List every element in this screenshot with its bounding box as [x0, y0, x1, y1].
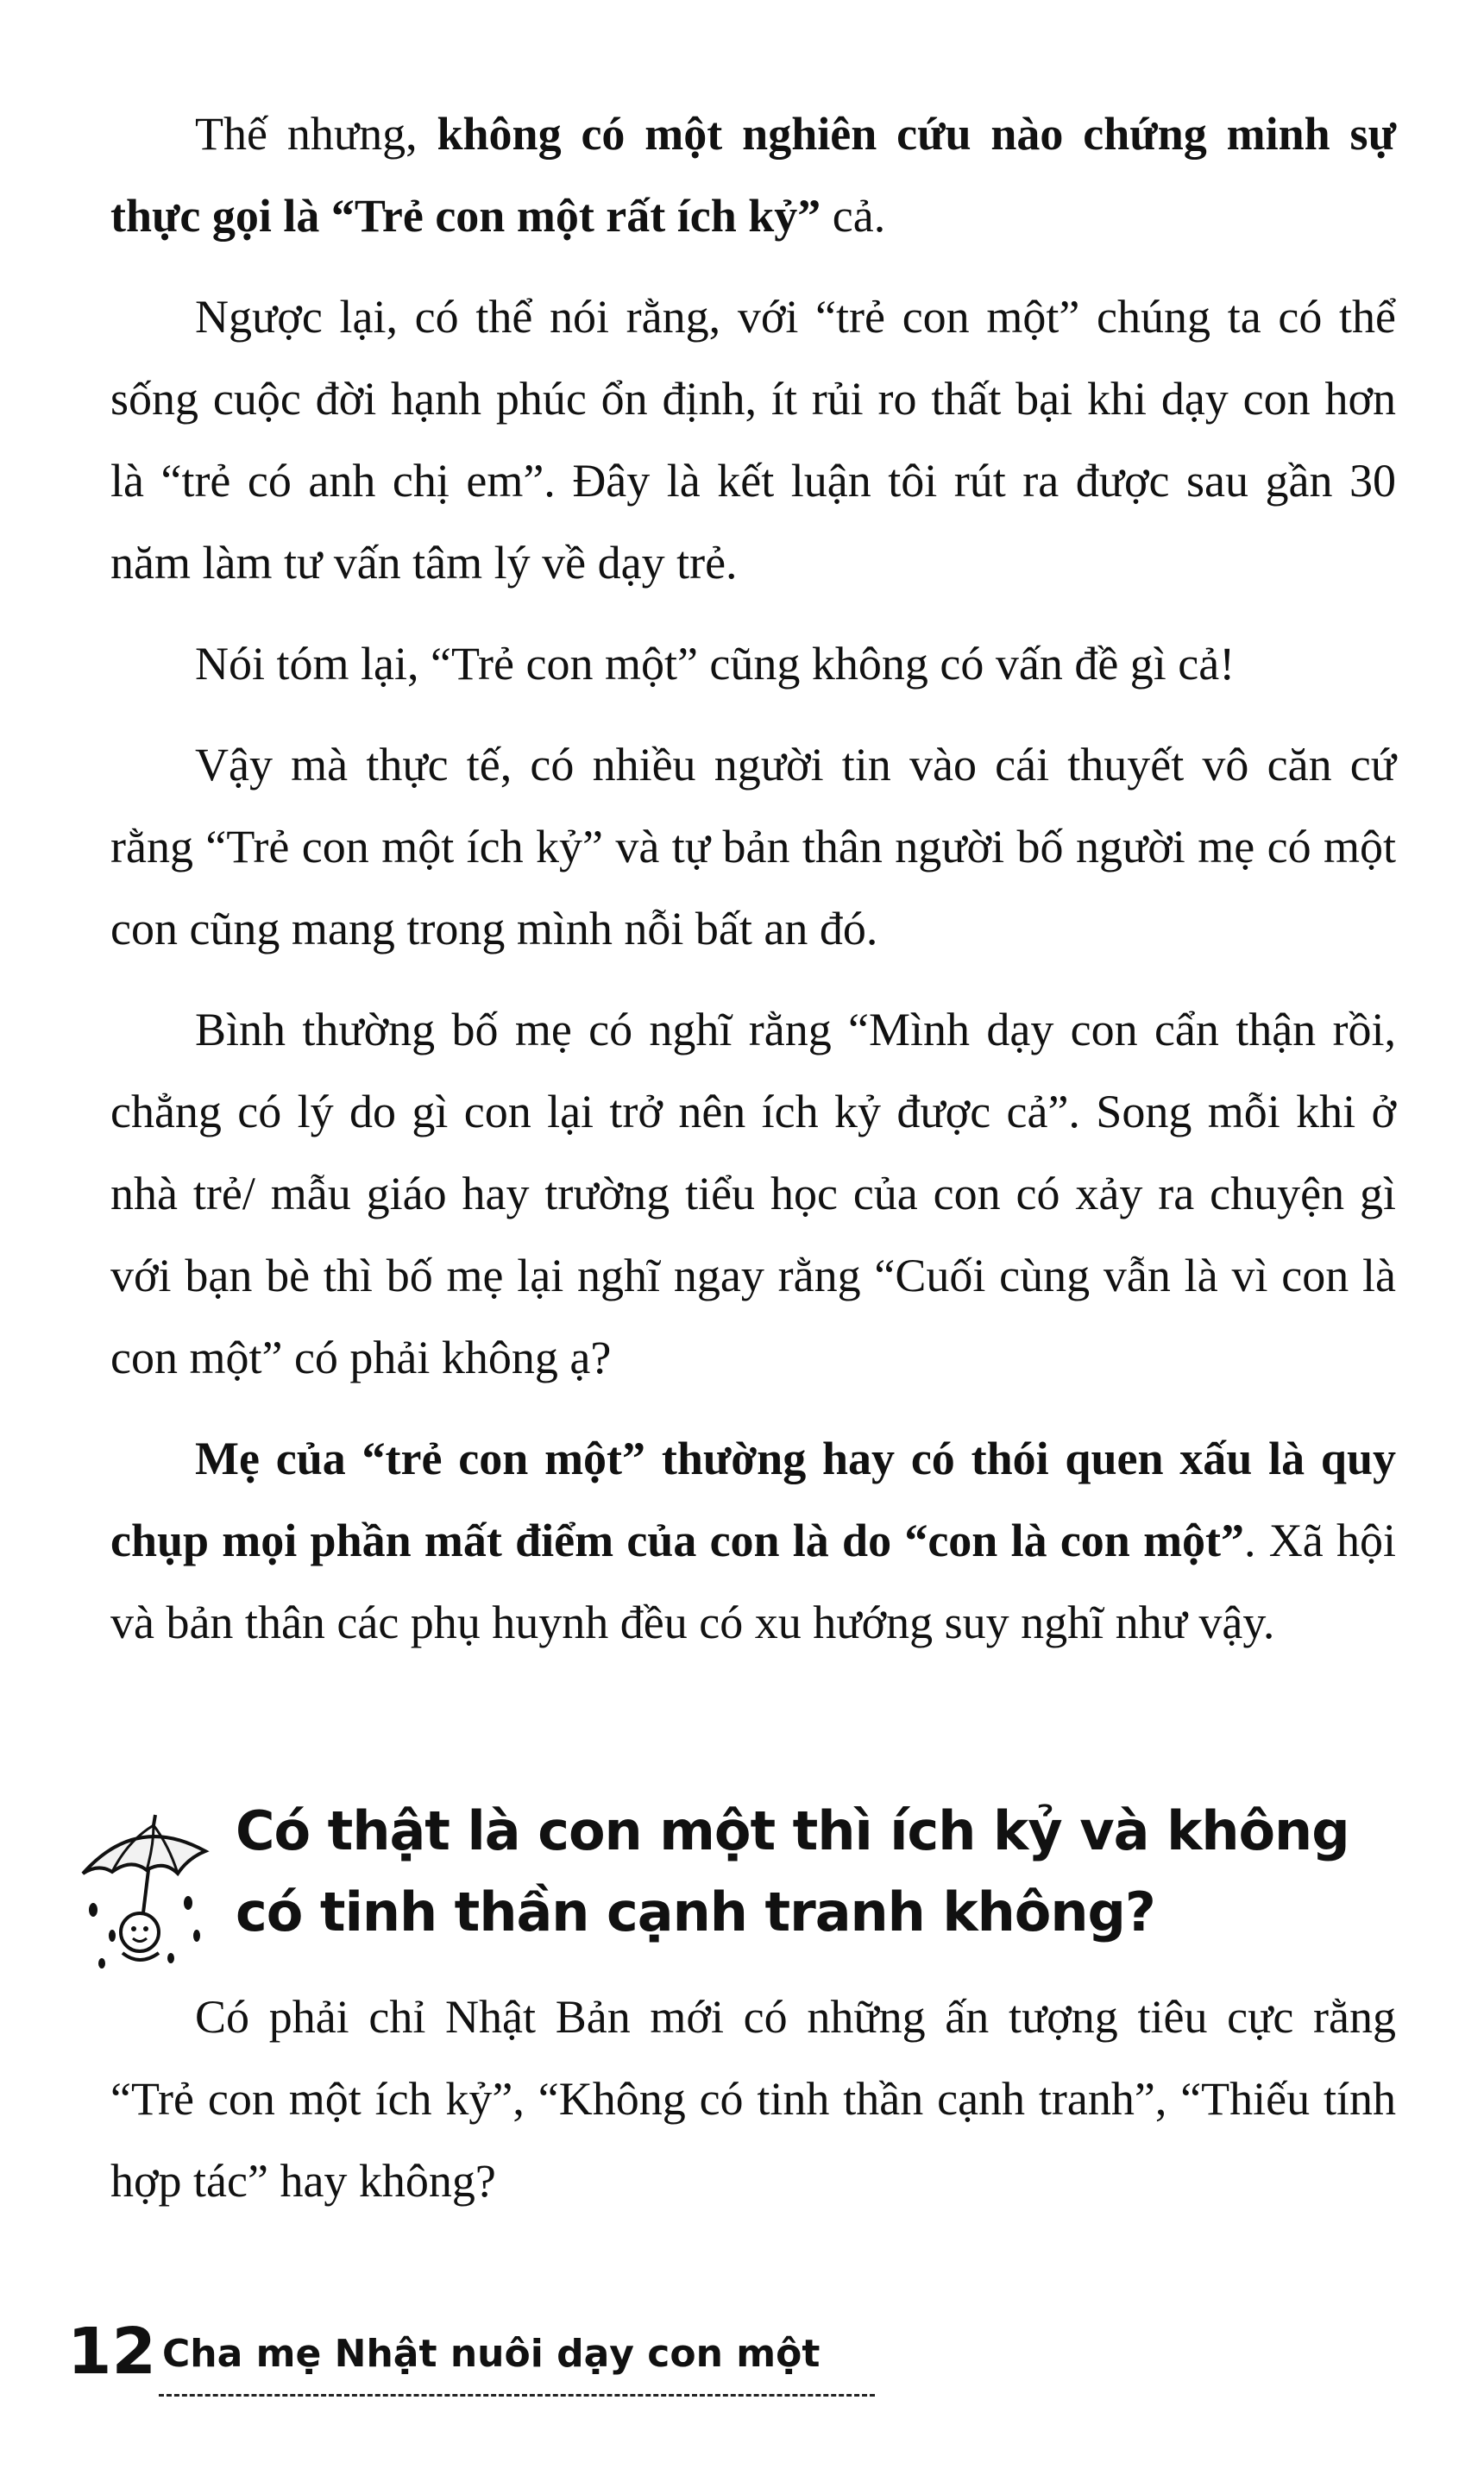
- paragraph-6-emphasis: Mẹ của “trẻ con một” thường hay có thói quen xấu là quy chụp mọi phần mất điểm của con là do “con là con một”: [110, 1433, 1396, 1566]
- footer-dashed-rule: [159, 2394, 875, 2397]
- running-title: Cha mẹ Nhật nuôi dạy con một: [162, 2332, 821, 2376]
- paragraph-1: [110, 93, 1396, 257]
- paragraph-4: Vậy mà thực tế, có nhiều người tin vào cái thuyết vô căn cứ rằng “Trẻ con một ích kỷ” và tự bản thân người bố người mẹ có một con cũng mang trong mình nỗi bất an đó.: [110, 739, 1396, 954]
- page-number: 12: [67, 2315, 156, 2389]
- paragraph-1-tail: cả.: [821, 190, 886, 242]
- paragraph-2: Ngược lại, có thể nói rằng, với “trẻ con một” chúng ta có thể sống cuộc đời hạnh phúc ổn định, ít rủi ro thất bại khi dạy con hơn là “trẻ có anh chị em”. Đây là kết luận tôi rút ra được sau gần 30 năm làm tư vấn tâm lý về dạy trẻ.: [110, 291, 1396, 589]
- paragraph-6: [110, 1418, 1396, 1664]
- paragraph-3: Nói tóm lại, “Trẻ con một” cũng không có vấn đề gì cả!: [195, 638, 1236, 690]
- page-footer: [67, 2313, 844, 2416]
- paragraph-5: Bình thường bố mẹ có nghĩ rằng “Mình dạy con cẩn thận rồi, chẳng có lý do gì con lại trở nên ích kỷ được cả”. Song mỗi khi ở nhà trẻ/ mẫu giáo hay trường tiểu học của con có xảy ra chuyện gì với bạn bè thì bố mẹ lại nghĩ ngay rằng “Cuối cùng vẫn là vì con là con một” có phải không ạ?: [110, 1004, 1396, 1383]
- section-body: [110, 1976, 1396, 2222]
- paragraph-6-tail: . Xã hội và bản thân các phụ huynh đều có xu hướng suy nghĩ như vậy.: [110, 1515, 1397, 1648]
- umbrella-child-icon: [67, 1806, 223, 1970]
- body-text: [110, 93, 1396, 1683]
- section-title: Có thật là con một thì ích kỷ và không có tinh thần cạnh tranh không?: [236, 1799, 1349, 1943]
- section-paragraph: Có phải chỉ Nhật Bản mới có những ấn tượng tiêu cực rằng “Trẻ con một ích kỷ”, “Không có tinh thần cạnh tranh”, “Thiếu tính hợp tác” hay không?: [110, 1991, 1396, 2207]
- paragraph-1-emphasis: không có một nghiên cứu nào chứng minh sự thực gọi là “Trẻ con một rất ích kỷ”: [110, 108, 1396, 242]
- paragraph-1-lead: Thế nhưng,: [195, 108, 437, 160]
- section-heading: [67, 1791, 1413, 1972]
